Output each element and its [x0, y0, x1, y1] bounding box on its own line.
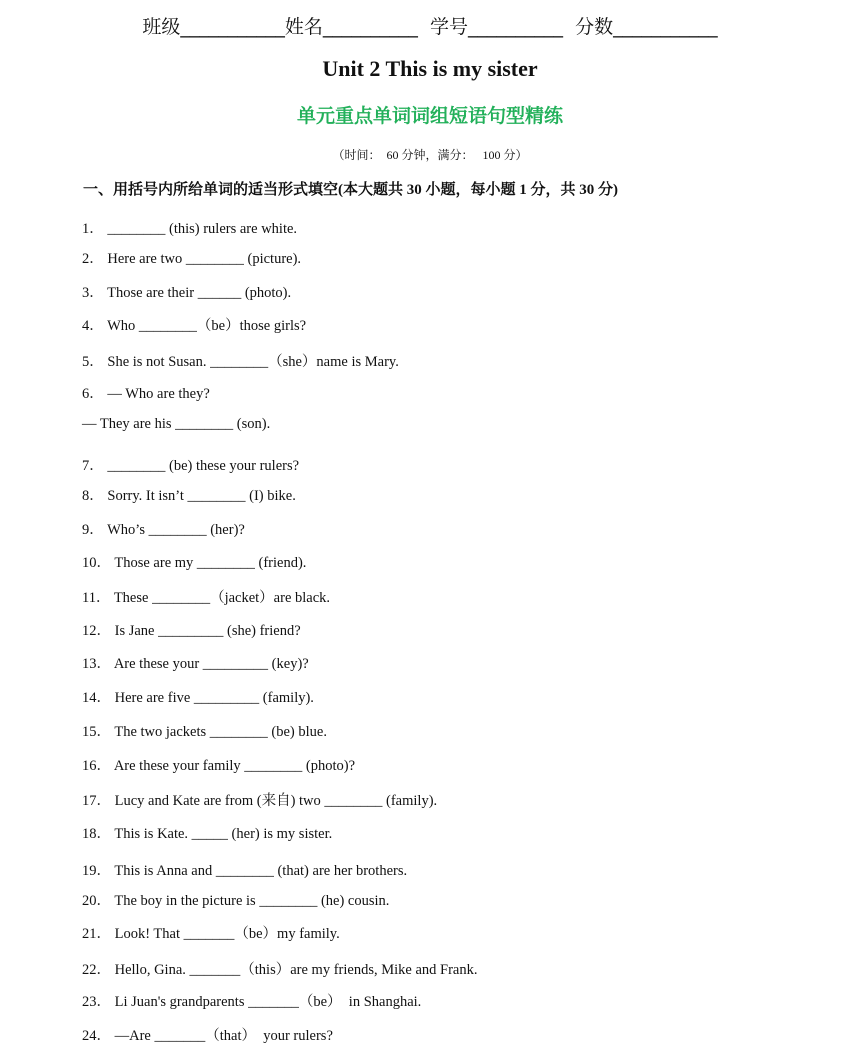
question-item: 2． Here are two ________ (picture).: [82, 251, 302, 267]
question-item: 15． The two jackets ________ (be) blue.: [82, 724, 327, 740]
question-item: 11． These ________（jacket）are black.: [82, 590, 331, 606]
question-item: — They are his ________ (son).: [82, 416, 271, 432]
page-title: Unit 2 This is my sister: [322, 56, 538, 81]
question-item: 1． ________ (this) rulers are white.: [82, 221, 298, 237]
question-item: 9． Who’s ________ (her)?: [82, 522, 245, 538]
page-subtitle: 单元重点单词词组短语句型精练: [296, 105, 563, 127]
question-item: 13． Are these your _________ (key)?: [82, 656, 309, 672]
question-item: 21． Look! That _______（be）my family.: [82, 926, 340, 942]
question-item: 23． Li Juan's grandparents _______（be） in Shanghai.: [82, 994, 422, 1010]
question-item: 17． Lucy and Kate are from (来自) two ________ (family).: [82, 793, 438, 809]
exam-timing: （时间： 60 分钟，满分： 100 分）: [332, 148, 528, 162]
question-item: 10． Those are my ________ (friend).: [82, 555, 307, 571]
question-item: 14． Here are five _________ (family).: [82, 690, 314, 706]
question-item: 18． This is Kate. _____ (her) is my sister.: [82, 826, 333, 842]
question-item: 20． The boy in the picture is ________ (he) cousin.: [82, 893, 390, 909]
question-item: 16． Are these your family ________ (photo)?: [82, 758, 356, 774]
question-item: 22． Hello, Gina. _______（this）are my friends, Mike and Frank.: [82, 962, 478, 978]
question-item: 4． Who ________（be）those girls?: [82, 318, 307, 334]
question-item: 24． —Are _______（that） your rulers?: [82, 1028, 333, 1044]
question-item: 6． — Who are they?: [82, 386, 210, 402]
question-item: 3． Those are their ______ (photo).: [82, 285, 292, 301]
question-item: 19． This is Anna and ________ (that) are her brothers.: [82, 863, 408, 879]
question-item: 5． She is not Susan. ________（she）name is Mary.: [82, 354, 399, 370]
question-item: 7． ________ (be) these your rulers?: [82, 458, 300, 474]
question-item: 8． Sorry. It isn’t ________ (I) bike.: [82, 488, 296, 504]
student-info-line: 班级___________姓名__________ 学号__________ 分数___________: [142, 16, 718, 38]
question-item: 12． Is Jane _________ (she) friend?: [82, 623, 301, 639]
section-heading: 一、用括号内所给单词的适当形式填空(本大题共 30 小题，每小题 1 分，共 30 分): [83, 182, 618, 198]
